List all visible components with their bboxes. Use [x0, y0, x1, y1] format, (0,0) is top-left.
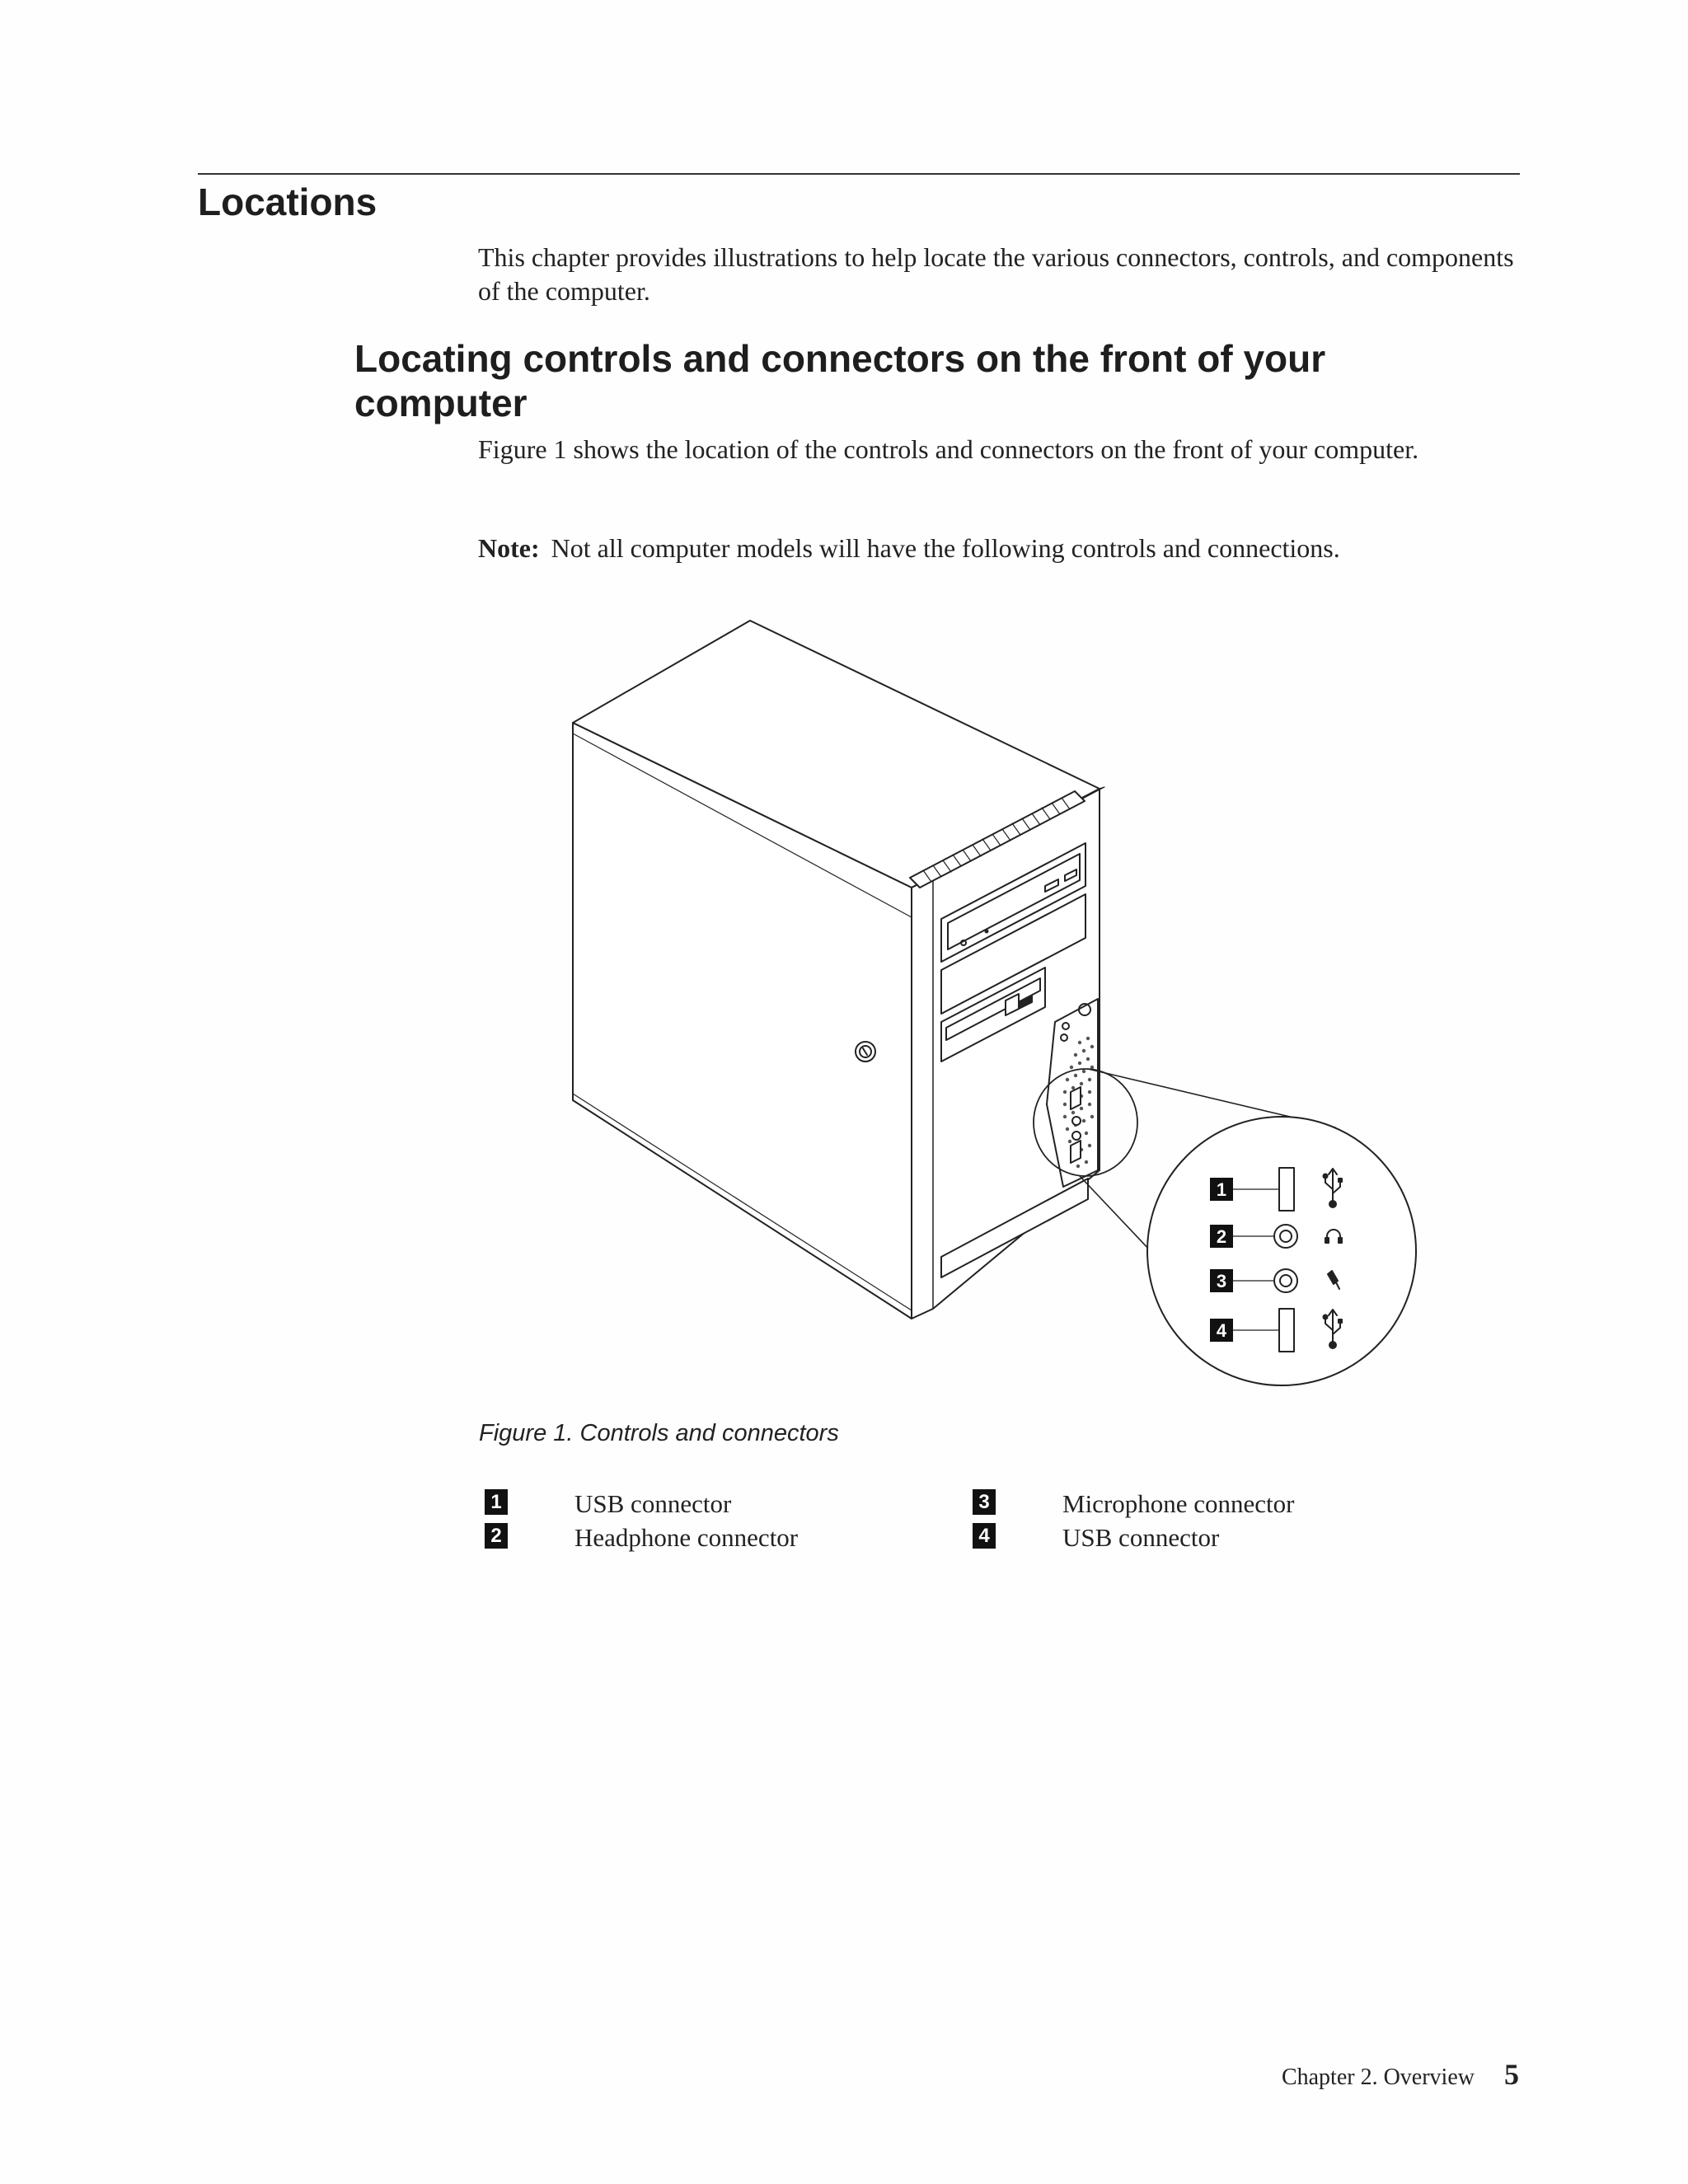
legend-item	[485, 1521, 979, 1554]
legend-label: USB connector	[1062, 1523, 1220, 1552]
legend-badge: 2	[485, 1523, 508, 1549]
legend-badge: 1	[485, 1489, 508, 1515]
callout-4: 4	[1216, 1320, 1227, 1341]
page-number: 5	[1504, 2058, 1519, 2091]
legend-column-right	[973, 1487, 1467, 1554]
note-label: Note:	[478, 533, 540, 563]
callout-1: 1	[1216, 1179, 1227, 1200]
legend-label: Microphone connector	[1062, 1489, 1295, 1518]
section-paragraph: Figure 1 shows the location of the controls and connectors on the front of your computer.	[478, 434, 1419, 464]
footer-chapter: Chapter 2. Overview	[1281, 2064, 1475, 2090]
legend-column-left	[485, 1487, 979, 1554]
computer-front-illustration	[560, 610, 1426, 1401]
callout-2: 2	[1216, 1226, 1227, 1247]
figure-caption: Figure 1. Controls and connectors	[479, 1420, 839, 1446]
legend-item	[973, 1487, 1467, 1521]
legend-badge: 4	[973, 1523, 996, 1549]
page-heading: Locations	[198, 180, 377, 223]
intro-paragraph: This chapter provides illustrations to help locate the various connectors, controls, and components of the computer.	[478, 242, 1514, 306]
note-text: Not all computer models will have the following controls and connections.	[551, 533, 1340, 563]
header-rule	[198, 173, 1520, 175]
legend-label: USB connector	[574, 1489, 732, 1518]
section-title: Locating controls and connectors on the front of your computer	[354, 337, 1326, 424]
page-footer	[1282, 2058, 1519, 2094]
legend-item	[973, 1521, 1467, 1554]
legend-label: Headphone connector	[574, 1523, 799, 1552]
callout-3: 3	[1216, 1271, 1227, 1291]
note	[478, 532, 1550, 565]
legend-badge: 3	[973, 1489, 996, 1515]
legend-item	[485, 1487, 979, 1521]
